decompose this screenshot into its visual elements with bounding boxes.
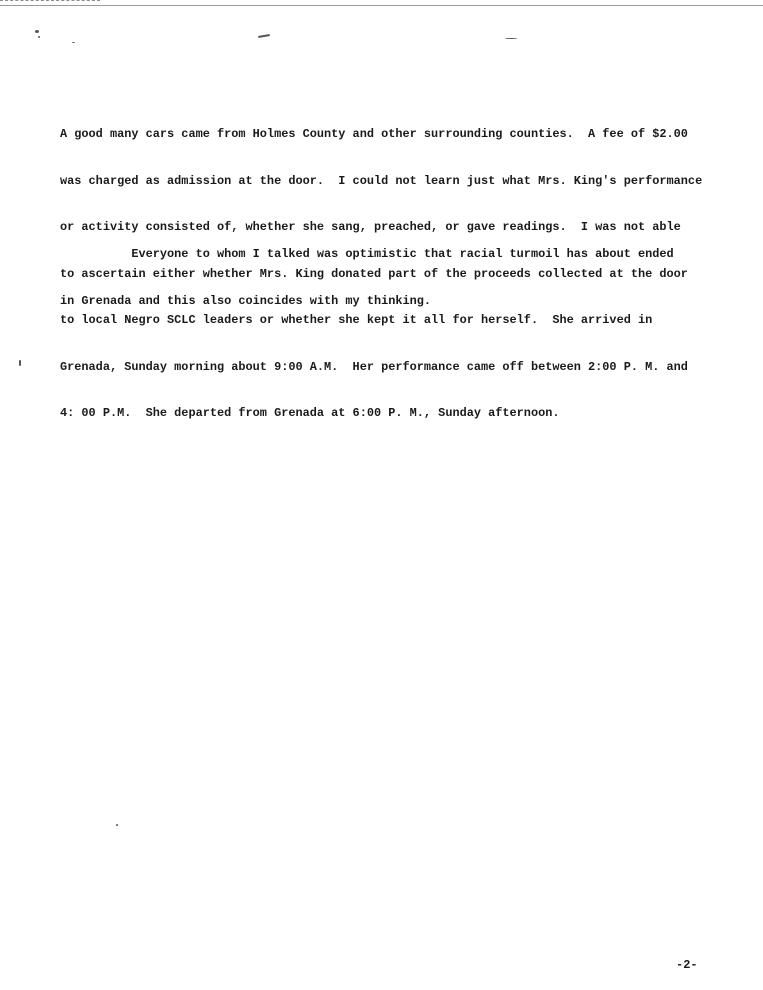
page-number: -2- (676, 958, 698, 972)
top-edge-rule (0, 5, 763, 6)
paragraph-line: Grenada, Sunday morning about 9:00 A.M. Her performance came off between 2:00 P. M. and (60, 359, 688, 374)
paragraph-line: A good many cars came from Holmes County and other surrounding counties. A fee of $2.00 (60, 127, 688, 141)
paragraph-line: to ascertain either whether Mrs. King donated part of the proceeds collected at the door (60, 266, 688, 281)
scan-speck (38, 36, 40, 38)
scan-speck (116, 824, 118, 826)
paragraph-line: was charged as admission at the door. I could not learn just what Mrs. King's performance (60, 173, 703, 188)
scan-speck (19, 360, 21, 366)
scan-speck (35, 30, 39, 33)
paragraph-line: in Grenada and this also coincides with my thinking. (60, 293, 432, 308)
scan-speck (72, 42, 75, 43)
paragraph-line: Everyone to whom I talked was optimistic that racial turmoil has about ended (60, 247, 674, 261)
top-edge-dash (0, 0, 100, 3)
paragraph-line: to local Negro SCLC leaders or whether she kept it all for herself. She arrived in (60, 313, 653, 327)
body-paragraph-2 (60, 216, 750, 325)
scan-speck (505, 38, 517, 39)
scan-speck (258, 34, 270, 38)
paragraph-line: 4: 00 P.M. She departed from Grenada at 6:00 P. M., Sunday afternoon. (60, 406, 560, 420)
paragraph-line: or activity consisted of, whether she sang, preached, or gave readings. I was not able (60, 220, 681, 234)
